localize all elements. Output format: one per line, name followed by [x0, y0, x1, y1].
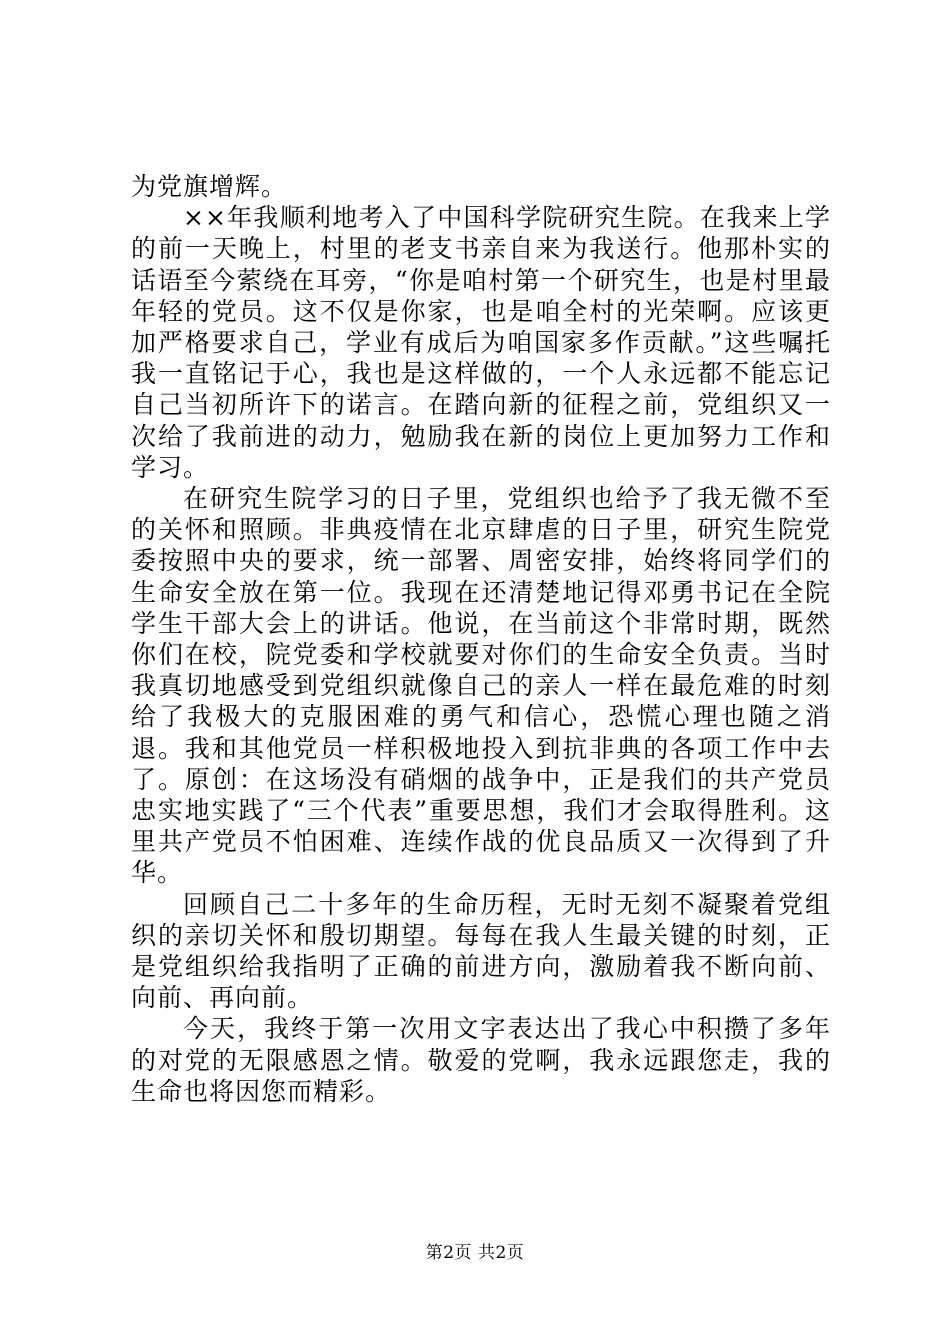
document-body: [131, 171, 831, 1107]
paragraph-graduate-school: 在研究生院学习的日子里，党组织也给予了我无微不至的关怀和照顾。非典疫情在北京肆虐的日子里，研究生院党委按照中央的要求，统一部署、周密安排，始终将同学们的生命安全放在第一位。我现在还清楚地记得邓勇书记在全院学生干部大会上的讲话。他说，在当前这个非常时期，既然你们在校，院党委和学校就要对你们的生命安全负责。当时我真切地感受到党组织就像自己的亲人一样在最危难的时刻给了我极大的克服困难的勇气和信心，恐慌心理也随之消退。我和其他党员一样积极地投入到抗非典的各项工作中去了。原创：在这场没有硝烟的战争中，正是我们的共产党员忠实地实践了“三个代表”重要思想，我们才会取得胜利。这里共产党员不怕困难、连续作战的优良品质又一次得到了升华。: [131, 484, 831, 888]
paragraph-review: 回顾自己二十多年的生命历程，无时无刻不凝聚着党组织的亲切关怀和殷切期望。每每在我人生最关键的时刻，正是党组织给我指明了正确的前进方向，激励着我不断向前、向前、再向前。: [131, 889, 831, 1013]
paragraph-admission: ××年我顺利地考入了中国科学院研究生院。在我来上学的前一天晚上，村里的老支书亲自来为我送行。他那朴实的话语至今萦绕在耳旁，“你是咱村第一个研究生，也是村里最年轻的党员。这不仅是你家，也是咱全村的光荣啊。应该更加严格要求自己，学业有成后为咱国家多作贡献。”这些嘱托我一直铭记于心，我也是这样做的，一个人永远都不能忘记自己当初所许下的诺言。在踏向新的征程之前，党组织又一次给了我前进的动力，勉励我在新的岗位上更加努力工作和学习。: [131, 203, 831, 482]
page-footer: [0, 1243, 950, 1263]
paragraph-conclusion: 今天，我终于第一次用文字表达出了我心中积攒了多年的对党的无限感恩之情。敬爱的党啊，我永远跟您走，我的生命也将因您而精彩。: [131, 1014, 831, 1106]
page-number-label: 第2页 共2页: [425, 1243, 525, 1263]
paragraph-continuation: 为党旗增辉。: [131, 172, 288, 201]
